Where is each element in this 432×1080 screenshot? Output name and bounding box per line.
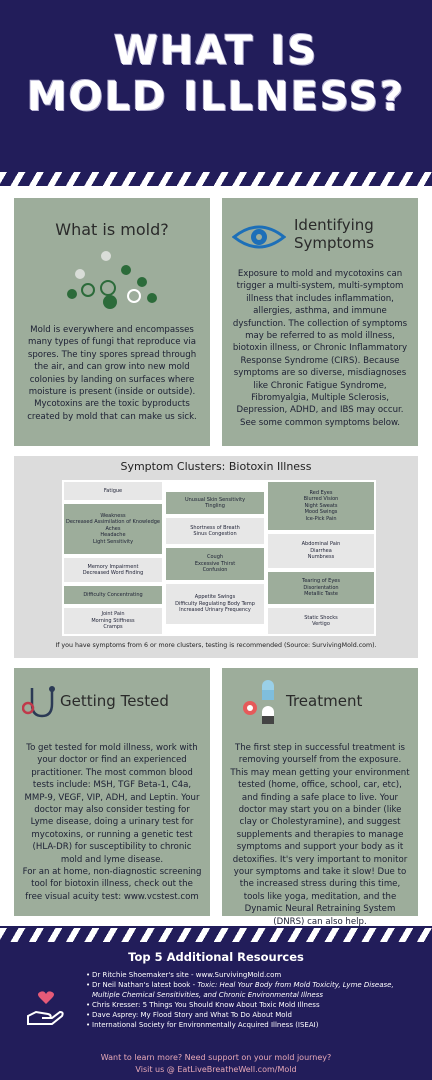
resource-1-text: Dr Ritchie Shoemaker's site - www.SurvivingMold.com [92,971,282,979]
resource-3-text: Chris Kresser: 5 Things You Should Know About Toxic Mold Illness [92,1001,320,1009]
bottom-stripe-divider [0,928,432,942]
cluster-10-symptom-1: Red Eyes [309,489,333,496]
identifying-symptoms-card [222,198,418,446]
cluster-12 [268,572,374,604]
resource-item[interactable] [86,1020,422,1030]
getting-tested-text-2: For an at home, non-diagnostic screening tool for biotoxin illness, check out the free visual acuity test: www.vcstest.com [22,867,202,902]
getting-tested-text [22,742,202,903]
cluster-10-symptom-5: Ice-Pick Pain [305,515,337,522]
identifying-symptoms-text: Exposure to mold and mycotoxins can trigger a multi-system, multi-symptom illness that includes inflammation, allergies, asthma, and immune dysfunction. The collection of symptoms may be referred to as mold illness, biotoxin illness, or Chronic Inflammatory Response Syndrome (CIRS). Because symptoms are so diverse, misdiagnoses like Chronic Fatigue Syndrome, Fibromyalgia, Multiple Sclerosis, Depression, ADHD, and IBS may occur. See some common symptoms below. [232,269,408,428]
cluster-10-symptom-4: Mood Swings [304,509,338,516]
cluster-12-symptom-1: Tearing of Eyes [302,578,340,585]
treatment-heading: Treatment [286,692,363,710]
resource-4-text: Dave Asprey: My Flood Story and What To Do About Mold [92,1011,292,1019]
pills-icon [238,676,282,726]
cluster-12-symptom-3: Metallic Taste [304,591,338,598]
cluster-2 [64,504,162,554]
page-title [0,28,432,120]
cluster-10-symptom-2: Blurred Vision [303,496,339,503]
cluster-5-symptom-1: Joint Pain [101,611,125,618]
identifying-symptoms-heading-line-2: Symptoms [294,234,375,252]
resource-2-prefix: Dr Neil Nathan's latest book - [92,981,198,989]
call-to-action [0,1052,432,1076]
resources-heading: Top 5 Additional Resources [128,950,304,964]
cluster-6-symptom-2: Tingling [205,503,225,509]
cluster-5 [64,608,162,634]
resource-2-book-title: Toxic: Heal Your Body from Mold Toxicity, Lyme Disease, Multiple Chemical Sensitivities, and Chronic Environmental Illness [92,981,394,999]
cluster-8-symptom-2: Excessive Thirst [194,560,236,567]
cluster-2-symptom-4: Headache [100,532,126,539]
cluster-8 [166,548,264,580]
cluster-1-symptom-1: Fatigue [103,487,123,494]
cluster-11-symptom-2: Diarrhea [310,547,332,554]
cluster-7-symptom-1: Shortness of Breath [190,524,240,531]
cluster-6-symptom-1: Unusual Skin Sensitivity [184,496,246,503]
cluster-5-symptom-2: Morning Stiffness [91,617,135,624]
resources-list [86,970,422,1030]
getting-tested-text-1: To get tested for mold illness, work with your doctor or find an experienced practitioner. The most common blood tests include: MSH, TGF Beta-1, C4a, MMP-9, VEGF, VIP, ADH, and Leptin. Your doctor may also consider testing for Lyme disease, doing a urinary test for mycotoxins, or running a genetic test (HLA-DR) for susceptibility to chronic mold and lyme disease. [24,743,200,865]
cluster-10 [268,482,374,530]
title-line-2: MOLD ILLNESS? [26,74,406,120]
cluster-2-symptom-1: Weakness [100,512,126,519]
cluster-11 [268,534,374,568]
treatment-text: The first step in successful treatment is removing yourself from the exposure. This may mean getting your environment tested (home, office, school, car, etc), and finding a safe place to live. Your doctor may start you on a binder (like clay or Cholestyramine), and suggest supplements and therapies to manage symptoms and support your body as it detoxifies. It's very important to monitor your symptoms and take it slow! Due to the increased stress during this time, tools like yoga, meditation, and the Dynamic Neural Retraining System (DNRS) can also help. [230,743,410,927]
heart-hand-icon [26,990,66,1030]
getting-tested-card [14,668,210,916]
symptom-clusters-panel [14,456,418,658]
getting-tested-heading: Getting Tested [60,692,169,710]
cluster-9 [166,584,264,624]
cluster-10-symptom-3: Night Sweats [304,502,338,509]
cluster-13-symptom-2: Vertigo [312,621,330,627]
cluster-5-symptom-3: Cramps [103,624,123,631]
resource-item[interactable] [86,970,422,980]
what-is-mold-heading: What is mold? [55,220,169,239]
cluster-7-symptom-2: Sinus Congestion [193,531,237,537]
clusters-testing-note: If you have symptoms from 6 or more clusters, testing is recommended (Source: SurvivingMold.com). [55,642,377,649]
spores-icon [62,244,172,316]
cluster-9-symptom-3: Increased Urinary Frequency [179,607,251,614]
cta-line-1: Want to learn more? Need support on your mold journey? [100,1053,332,1062]
cluster-2-symptom-3: Aches [105,525,121,532]
cluster-13-symptom-1: Static Shocks [304,614,338,621]
what-is-mold-card [14,198,210,446]
eye-icon [232,222,286,252]
cluster-2-symptom-2: Decreased Assimilation of Knowledge [66,519,160,526]
stethoscope-icon [22,684,62,724]
resource-5-text: International Society for Environmentally Acquired Illness (ISEAI) [92,1021,319,1029]
title-line-1: WHAT IS [113,28,319,74]
cluster-3-symptom-1: Memory Impairment [87,563,139,570]
cluster-2-symptom-5: Light Sensitivity [92,538,134,545]
cluster-3-symptom-2: Decreased Word Finding [82,570,144,576]
cluster-1 [64,482,162,500]
identifying-symptoms-heading-line-1: Identifying [294,216,374,234]
cluster-4 [64,586,162,604]
resource-item[interactable] [86,1000,422,1010]
identifying-symptoms-heading [294,216,374,252]
what-is-mold-text: Mold is everywhere and encompasses many types of fungi that reproduce via spores. The tiny spores spread through the air, and can grow into new mold colonies by landing on surfaces where moisture is present (inside or outside). Mycotoxins are the toxic byproducts created by mold that can make us sick. [27,325,197,422]
top-stripe-divider [0,172,432,186]
cluster-12-symptom-2: Disorientation [303,584,339,591]
cluster-6 [166,492,264,514]
cluster-11-symptom-1: Abdominal Pain [301,541,341,548]
treatment-card [222,668,418,927]
cluster-11-symptom-3: Numbness [307,554,335,561]
symptom-clusters-grid [62,480,376,636]
cluster-9-symptom-1: Appetite Swings [194,594,236,601]
cluster-3 [64,558,162,582]
cluster-8-symptom-1: Cough [206,554,224,561]
cta-link[interactable]: Visit us @ EatLiveBreatheWell.com/Mold [135,1065,297,1074]
cluster-7 [166,518,264,544]
cluster-8-symptom-3: Confusion [202,567,228,574]
cluster-4-symptom-1: Difficulty Concentrating [83,591,143,598]
cluster-13 [268,608,374,634]
symptom-clusters-heading: Symptom Clusters: Biotoxin Illness [120,460,312,473]
resource-item[interactable] [86,1010,422,1020]
cluster-9-symptom-2: Difficulty Regulating Body Temp [175,600,255,607]
resource-item[interactable] [86,980,422,1000]
